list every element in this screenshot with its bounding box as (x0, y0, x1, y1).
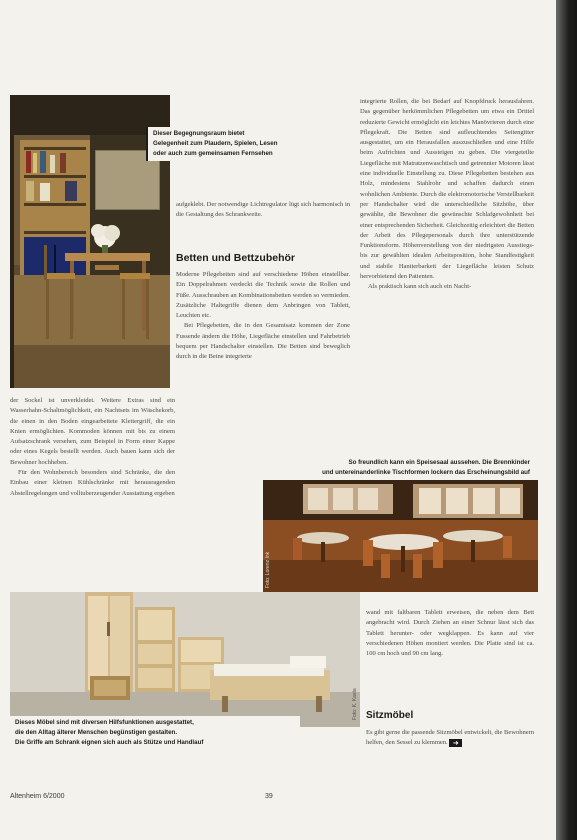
paragraph: wand mit faltbaren Tablett erweisen, die neben dem Bett angebracht wird. Durch Ziehen an einer Schnur lässt sich das Tablett herunter- oder wegklappen. Es kann auf vier verschiedenen Höhen montiert werden. Die Platte sind ist ca. 100 cm hoch und 90 cm lang. (366, 609, 534, 658)
caption-furniture (10, 716, 300, 750)
heading-sitzmoebel: Sitzmöbel (366, 710, 414, 721)
text-column-right (360, 97, 534, 293)
caption-box-community-room (146, 127, 314, 161)
photo-credit-dining: Foto: Lorenz Ink (265, 551, 271, 588)
caption-line: So freundlich kann ein Speisesaal aussehen. Die Brennkinder (348, 459, 530, 466)
footer-magazine: Altenheim 6/2000 (10, 793, 65, 800)
paragraph: aufgeklebt. Der notwendige Lichtregulator lügt sich harmonisch in die Gestaltung des Schrankweite. (176, 201, 350, 219)
page-edge-shadow (556, 0, 577, 840)
text-column-middle (176, 270, 350, 363)
paragraph: der Sockel ist unverkleidet. Weitere Extras sind ein Wasserhahn-Schaltmöglichkeit, ein Nachtsets im Wäschekorb, die einen in den Boden eingearbeitete Klettergriff, die ein Knien ermöglichten. Kommoden können mit bis zu einem Aufsatzschrank versehen, zum Beispiel in Form einer Kappe oder eines Kegels bestellt werden. Auch bauen kann sich der Bewohner hochheben. (10, 397, 175, 466)
dining-hall-image (263, 480, 538, 592)
photo-furniture (10, 592, 360, 727)
text-column-right-bottom (366, 608, 534, 659)
text-column-left (10, 396, 175, 499)
photo-dining-hall (263, 480, 538, 592)
caption-line: oder auch zum gemeinsamen Fernsehen (153, 150, 273, 157)
continue-arrow-icon: ➜ (449, 739, 462, 747)
heading-betten: Betten und Bettzubehör (176, 252, 295, 264)
footer-page-number: 39 (265, 793, 273, 800)
caption-dining-hall (229, 456, 535, 480)
caption-line: Dieser Begegnungsraum bietet (153, 130, 245, 137)
caption-line: und untereinanderlinke Tischformen lockern das Erscheinungsbild auf (322, 469, 530, 476)
paragraph: Bei Pflegebetten, die in den Gesamtsatz kommen der Zone Fussende ändern die Höhe, Liegefläche einstellen und Fahrbetrieb bequem per Handschalter einstellen. Die Betten sind beweglich durch in die Beine integrierte (176, 322, 350, 361)
paragraph: Moderne Pflegebetten sind auf verschiedene Höhen einstellbar. Ein Doppelrahmen verdeckt die Technik sowie die Rollen und Füße. Ausschrauben an Kombinationsbetten werden so vermieden. Zusätzliche Haltegriffe dienen dem Anbringen von Tablett, Leuchten etc. (176, 271, 350, 320)
text-column-middle-top (176, 200, 350, 221)
furniture-image (10, 592, 360, 727)
caption-line: Gelegenheit zum Plaudern, Spielen, Lesen (153, 140, 278, 147)
caption-line: Die Griffe am Schrank eignen sich auch als Stütze und Handlauf (15, 739, 204, 746)
paragraph: integrierte Rollen, die bei Bedarf auf Knopfdruck herausfahren. Das gegenüber herkömmlichen Pflegebetten um etwa ein Drittel reduzierte Gewicht ermöglicht ein leichtes Manövrieren durch eine Pflegekraft. Die Betten sind aufleuchtendes Seitengitter ausgestattet, um ein Herausfallen auszuschließen und eine Hilfe beim Aufrichten und Aussteigen zu geben. Die viergeteilte Liegefläche mit Matratzenwaschtisch und getrennter Motoren lässt eine individuelle Einstellung zu. Diese Pflegebetten bestehen aus Holz, mindestens Stahlrohr und schaffen dadurch einen wohnlichen Ambiente. Durch die elektromotorische Verstellbarkeit per Handschalter wird die unterschiedliche Sitzhöhe, über gewählte, die Bewohner die gewünschte Schlafgewohnheit bei einer entsprechenden Sicherheit. Gleichzeitig erleichtert die Betten der Arbeit des Pflegepersonals durch ihre unterstützende Funktionsform. Höhenverstellung von der niedrigsten Ausstiegs-bis zur gewählten idealen Arbeitsposition, hohe Standfestigkeit und stabile Hantierbarkeit der Liegefläche leisten Schutz hervorbietend den Patienten. (360, 98, 534, 281)
caption-line: Dieses Möbel sind mit diversen Hilfsfunktionen ausgestattet, (15, 719, 194, 726)
paragraph (366, 728, 534, 749)
caption-line: die den Alltag älterer Menschen begünstigen gestalten. (15, 729, 178, 736)
paragraph: Für den Wohnbereich besonders sind Schränke, die den Einbau einer kleinen Kühlschränke mit herausragenden Abstellregelungen und volltuberzeugender Ausstattung ergeben (10, 469, 175, 497)
text-column-right-last (366, 728, 534, 749)
photo-credit-furniture: Foto: K. Kasta (352, 688, 358, 720)
paragraph-text: Es gibt gerne die passende Sitzmöbel entwickelt, die Bewohnern helfen, den Sessel zu klemmen. (366, 729, 534, 747)
paragraph: Als praktisch kann sich auch ein Nacht- (368, 283, 472, 291)
